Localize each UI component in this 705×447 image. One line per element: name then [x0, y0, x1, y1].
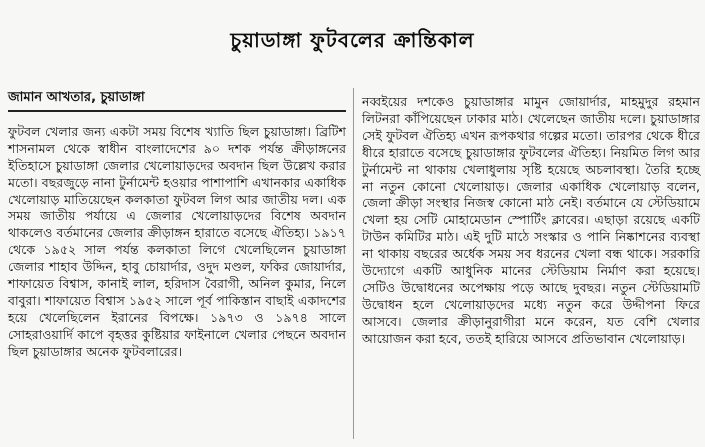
column-right-text: নব্বইয়ের দশকেও চুয়াডাঙ্গার মামুন জোয়ার্দার, মাহমুদুর রহমান লিটনরা কাঁপিয়েছেন ঢাকার মাঠ। খেলেছেন জাতীয় দলে। চুয়াডাঙ্গার সেই ফুটবল ঐতিহ্য এখন রূপকথার গল্পের মতো। তারপর থেকে ধীরে ধীরে হারাতে বসেছে চুয়াডাঙ্গার ফুটবলের ঐতিহ্য। নিয়মিত লিগ আর টুর্নামেন্ট না থাকায় খেলাধুলায় সৃষ্টি হয়েছে অচলাবস্থা। তৈরি হচ্ছে না নতুন কোনো খেলোয়াড়। জেলার একাধিক খেলোয়াড় বলেন, জেলা ক্রীড়া সংস্থার নিজস্ব কোনো মাঠ নেই। বর্তমানে যে স্টেডিয়ামে খেলা হয় সেটি মোহামেডান স্পোর্টিং ক্লাবের। এছাড়া রয়েছে একটি টাউন কমিটির মাঠ। এই দুটি মাঠে সংস্কার ও পানি নিষ্কাশনের ব্যবস্থা না থাকায় বছরের অর্ধেক সময় সব ধরনের খেলা বন্ধ থাকে। সরকারি উদ্যোগে একটি আধুনিক মানের স্টেডিয়াম নির্মাণ করা হয়েছে। সেটিও উদ্বোধনের অপেক্ষায় পড়ে আছে দুবছর। নতুন স্টেডিয়ামটি উদ্বোধন হলে খেলোয়াড়দের মধ্যে নতুন করে উদ্দীপনা ফিরে আসবে। জেলার ক্রীড়ানুরাগীরা মনে করেন, যত বেশি খেলার আয়োজন করা হবে, ততই হারিয়ে আসবে প্রতিভাবান খেলোয়াড়। — [362, 94, 700, 346]
byline-author: জামান আখতার — [8, 90, 92, 105]
column-divider — [353, 88, 354, 439]
byline: জামান আখতার, চুয়াডাঙ্গা — [8, 90, 346, 112]
byline-location: চুয়াডাঙ্গা — [100, 90, 145, 105]
article-column-left — [8, 90, 346, 447]
article-headline: চুয়াডাঙ্গা ফুটবলের ক্রান্তিকাল — [230, 27, 475, 52]
article-column-right — [362, 94, 700, 447]
column-left-text: ফুটবল খেলার জন্য একটা সময় বিশেষ খ্যাতি ছিল চুয়াডাঙ্গা। ব্রিটিশ শাসনামল থেকে স্বাধীন বাংলাদেশের ৯০ দশক পর্যন্ত ক্রীড়াঙ্গনের ইতিহাসে চুয়াডাঙ্গা জেলার খেলোয়াড়দের অবদান ছিল উল্লেখ করার মতো। বছরজুড়ে নানা টুর্নামেন্ট হওয়ার পাশাপাশি এখানকার একাধিক খেলোয়াড় মাতিয়েছেন কলকাতা ফুটবল লিগ আর জাতীয় দল। এক সময় জাতীয় পর্যায়ে এ জেলার খেলোয়াড়দের বিশেষ অবদান থাকলেও বর্তমানের জেলার ক্রীড়াঙ্গন হারাতে বসেছে ঐতিহ্য। ১৯১৭ থেকে ১৯৫২ সাল পর্যন্ত কলকাতা লিগে খেলেছিলেন চুয়াডাঙ্গা জেলার শাহাব উদ্দিন, হাবু চোয়ার্দার, ওদুদ মণ্ডল, ফকির জোয়ার্দার, শাফায়েত বিশ্বাস, কানাই লাল, হরিদাস বৈরাগী, অনিল কুমার, নিলে বাবুরা। শাফায়েত বিশ্বাস ১৯৫২ সালে পূর্ব পাকিস্তান বাছাই একাদশের হয়ে খেলেছিলেন ইরানের বিপক্ষে। ১৯৭৩ ও ১৯৭৪ সালে সোহরাওয়ার্দি কাপে বৃহত্তর কুষ্টিয়ার ফাইনালে খেলার পেছনে অবদান ছিল চুয়াডাঙ্গার অনেক ফুটবলারের। — [8, 123, 346, 359]
